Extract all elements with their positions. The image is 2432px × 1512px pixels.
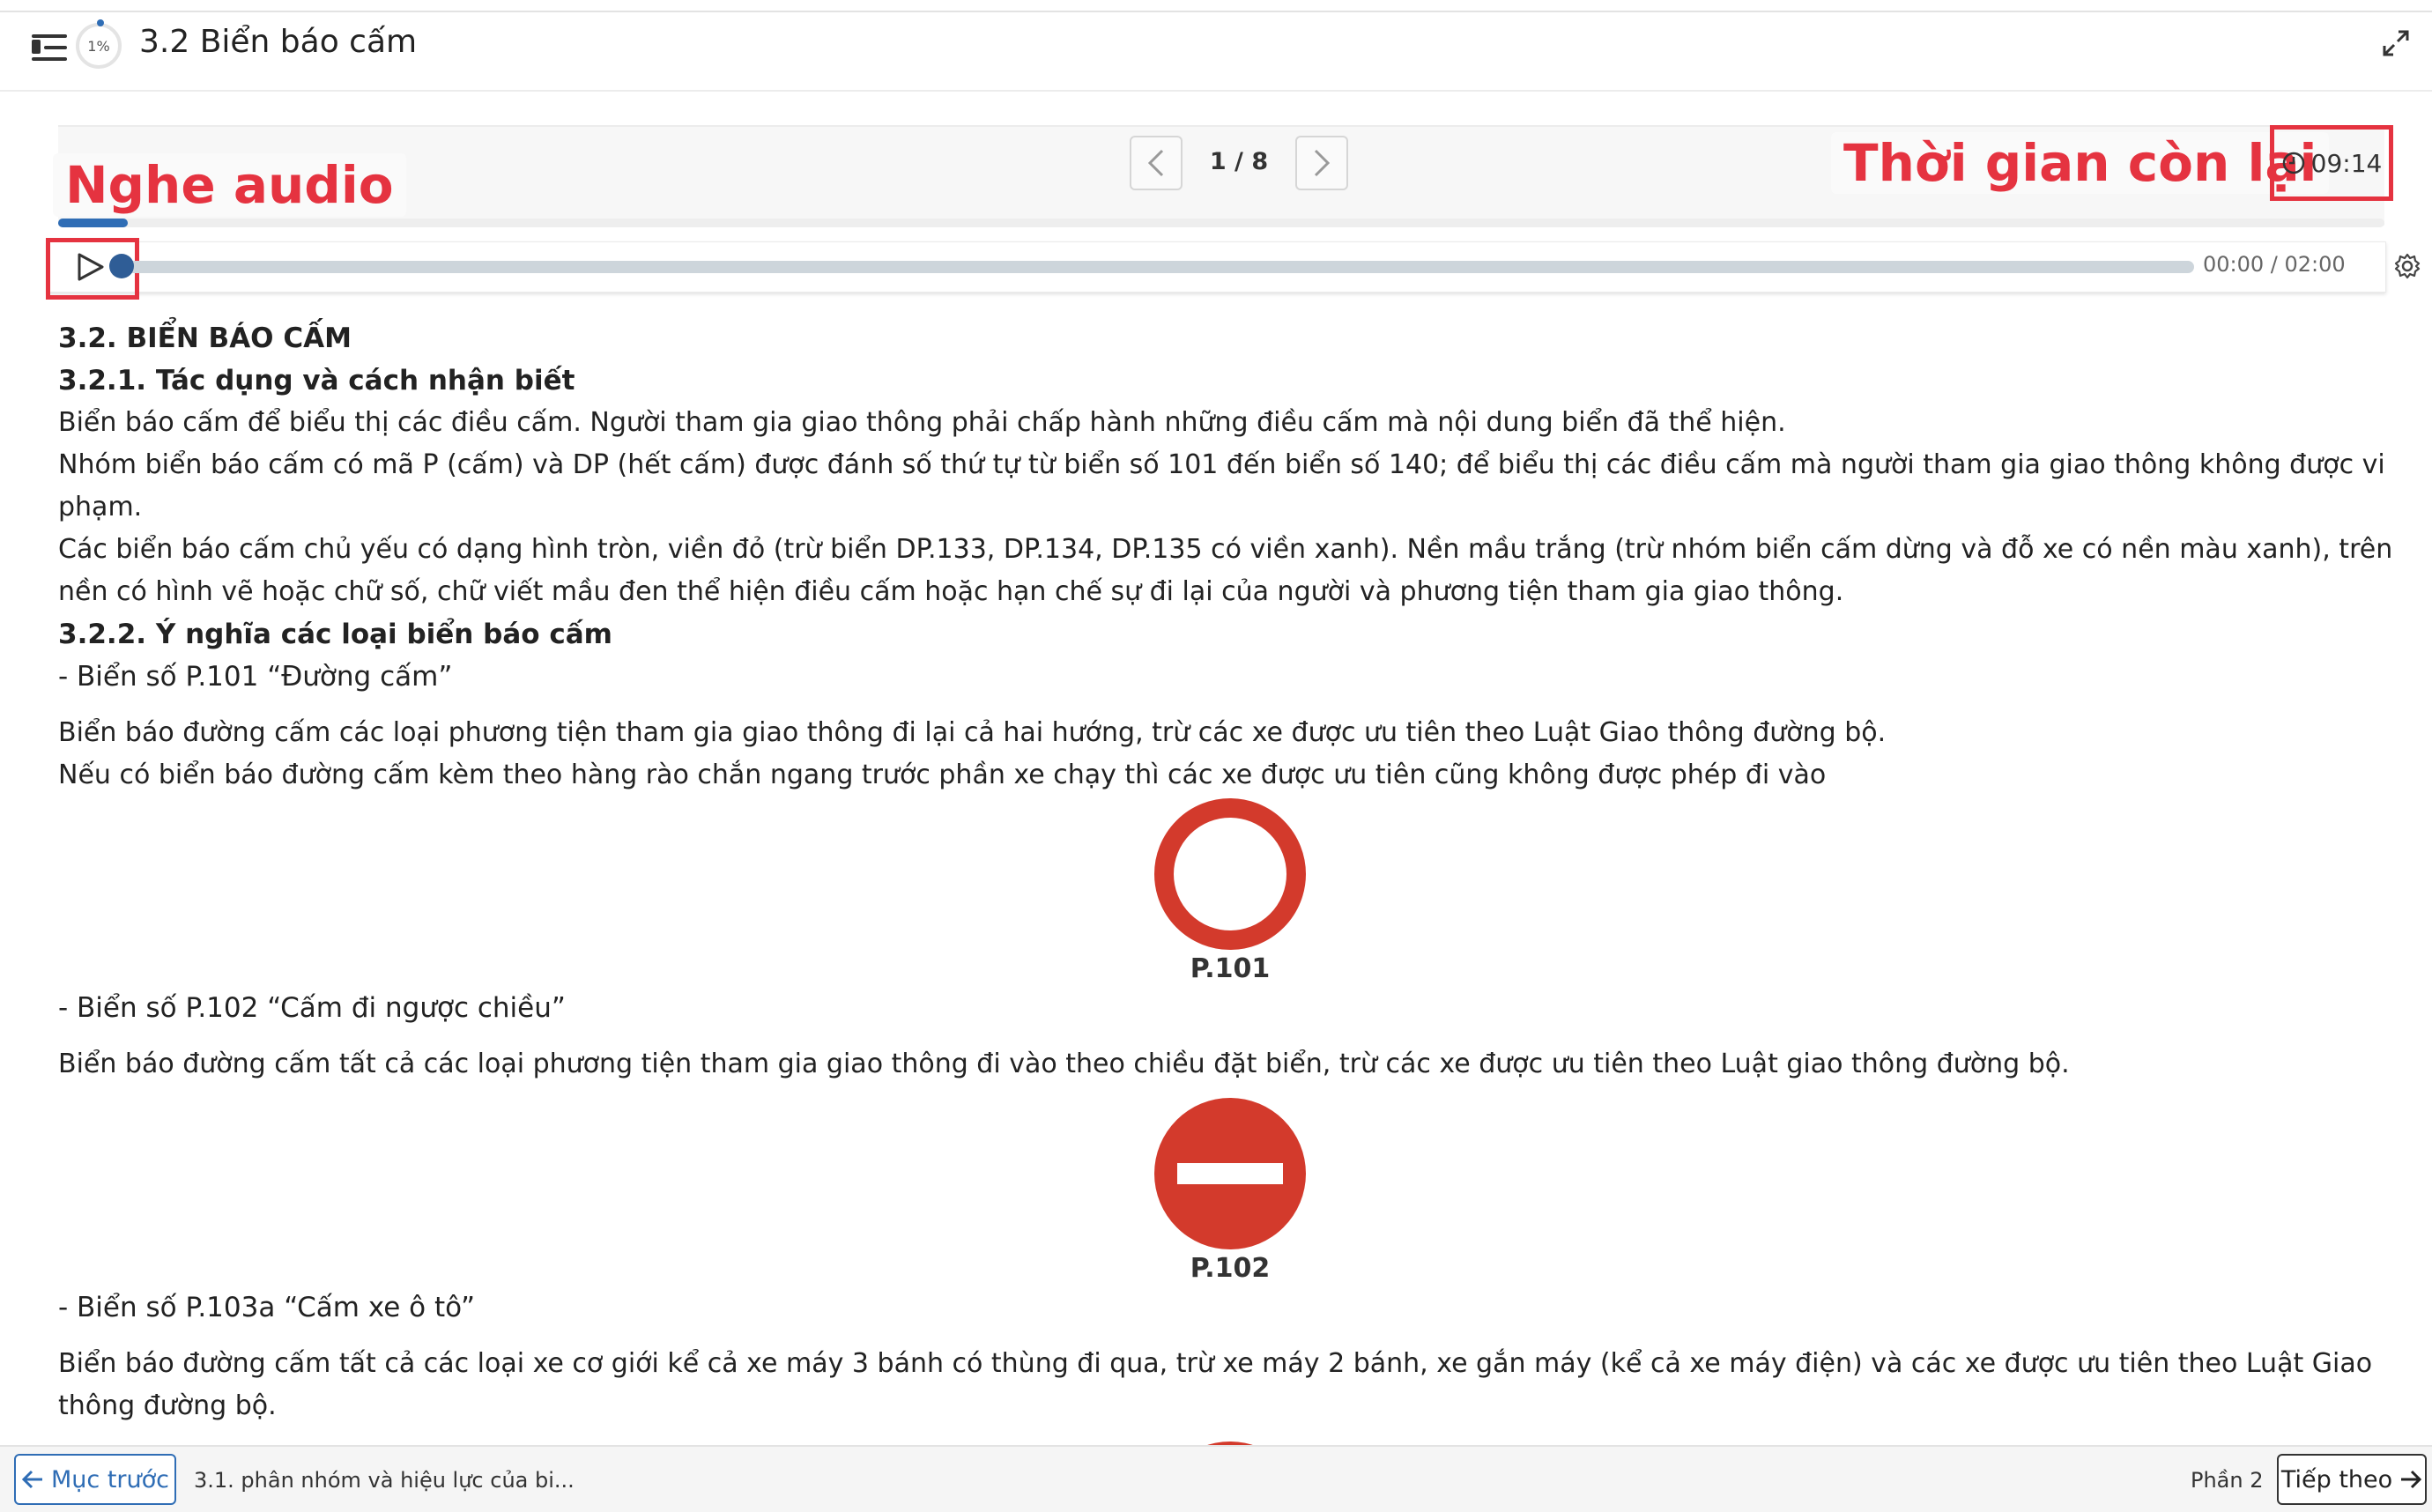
chevron-left-icon xyxy=(1146,148,1166,178)
audio-time: 00:00 / 02:00 xyxy=(2203,252,2346,277)
play-icon[interactable] xyxy=(74,252,106,282)
no-entry-bar-sign-icon xyxy=(1153,1096,1308,1251)
gear-icon[interactable] xyxy=(2393,252,2421,280)
audio-seek-track[interactable] xyxy=(122,261,2194,273)
progress-ring xyxy=(76,23,122,69)
previous-section-button[interactable] xyxy=(14,1454,176,1505)
prev-page-button[interactable] xyxy=(1130,136,1183,190)
sign-p103a-title: - Biển số P.103a “Cấm xe ô tô” xyxy=(58,1292,476,1323)
timer-value: 09:14 xyxy=(2310,148,2383,178)
sign-p101-code: P.101 xyxy=(1190,953,1271,984)
next-section-label: Tiếp theo xyxy=(2280,1465,2393,1493)
reading-progress-fill xyxy=(58,219,128,227)
clock-icon xyxy=(2281,151,2306,175)
arrow-left-icon xyxy=(21,1469,44,1490)
arrow-right-icon xyxy=(2399,1469,2422,1490)
heading-section-2: 3.2.2. Ý nghĩa các loại biển báo cấm xyxy=(58,619,612,650)
page-counter: 1 / 8 xyxy=(1209,148,1269,175)
annotation-audio-label: Nghe audio xyxy=(53,153,406,217)
sign-p102-title: - Biển số P.102 “Cấm đi ngược chiều” xyxy=(58,992,566,1024)
chevron-right-icon xyxy=(1312,148,1331,178)
countdown-timer xyxy=(2270,125,2393,201)
heading-section-1: 3.2.1. Tác dụng và cách nhận biết xyxy=(58,365,575,397)
sign-p101 xyxy=(58,797,2402,987)
sign-p101-desc-1: Biển báo đường cấm các loại phương tiện tham gia giao thông đi lại cả hai hướng, trừ các xe được ưu tiên theo Luật Giao thông đường bộ. xyxy=(58,717,1887,748)
next-section-button[interactable] xyxy=(2277,1454,2427,1505)
previous-section-label: Mục trước xyxy=(51,1465,169,1493)
sign-p102-desc-1: Biển báo đường cấm tất cả các loại phương tiện tham gia giao thông đi vào theo chiều đặt biển, trừ các xe được ưu tiên theo Luật giao thông đường bộ. xyxy=(58,1049,2070,1079)
lesson-content xyxy=(58,317,2402,1475)
sign-p103a-desc-1: Biển báo đường cấm tất cả các loại xe cơ giới kể cả xe máy 3 bánh có thùng đi qua, trừ xe máy 2 bánh, xe gắn máy (kể cả xe máy điện) và các xe được ưu tiên theo Luật Giao thông đường bộ. xyxy=(58,1348,2373,1421)
next-page-button[interactable] xyxy=(1295,136,1348,190)
header-bar xyxy=(0,12,2432,92)
page-title: 3.2 Biển báo cấm xyxy=(139,24,418,60)
top-border xyxy=(0,0,2432,12)
no-entry-circle-sign-icon xyxy=(1153,797,1308,952)
fullscreen-icon[interactable] xyxy=(2381,28,2411,58)
paragraph-1: Biển báo cấm để biểu thị các điều cấm. Người tham gia giao thông phải chấp hành những điều cấm mà nội dung biển đã thể hiện. xyxy=(58,407,1786,438)
reading-progress-bar xyxy=(58,219,2384,227)
sign-p102 xyxy=(58,1096,2402,1286)
paragraph-2: Nhóm biển báo cấm có mã P (cấm) và DP (hết cấm) được đánh số thứ tự từ biển số 101 đến biển số 140; để biểu thị các điều cấm mà người tham gia giao thông không được vi phạm. xyxy=(58,449,2385,523)
progress-percent: 1% xyxy=(87,37,110,55)
sign-p101-desc-2: Nếu có biển báo đường cấm kèm theo hàng rào chắn ngang trước phần xe chạy thì các xe được ưu tiên cũng không được phép đi vào xyxy=(58,760,1827,790)
annotation-time-label: Thời gian còn lại xyxy=(1831,132,2329,194)
menu-collapse-icon[interactable] xyxy=(32,32,67,63)
audio-seek-thumb[interactable] xyxy=(109,254,134,278)
paragraph-3: Các biển báo cấm chủ yếu có dạng hình tròn, viền đỏ (trừ biển DP.133, DP.134, DP.135 có viền xanh). Nền mầu trắng (trừ nhóm biển cấm dừng và đỗ xe có nền màu xanh), trên nền có hình vẽ hoặc chữ số, chữ viết mầu đen thể hiện điều cấm hoặc hạn chế sự đi lại của người và phương tiện tham gia giao thông. xyxy=(58,534,2393,607)
previous-section-title[interactable]: 3.1. phân nhóm và hiệu lực của bi... xyxy=(194,1468,575,1493)
heading-main: 3.2. BIỂN BÁO CẤM xyxy=(58,322,352,354)
sign-p102-code: P.102 xyxy=(1190,1253,1271,1284)
section-label: Phần 2 xyxy=(2191,1468,2264,1493)
sign-p101-title: - Biển số P.101 “Đường cấm” xyxy=(58,661,453,693)
progress-dot xyxy=(97,19,104,26)
